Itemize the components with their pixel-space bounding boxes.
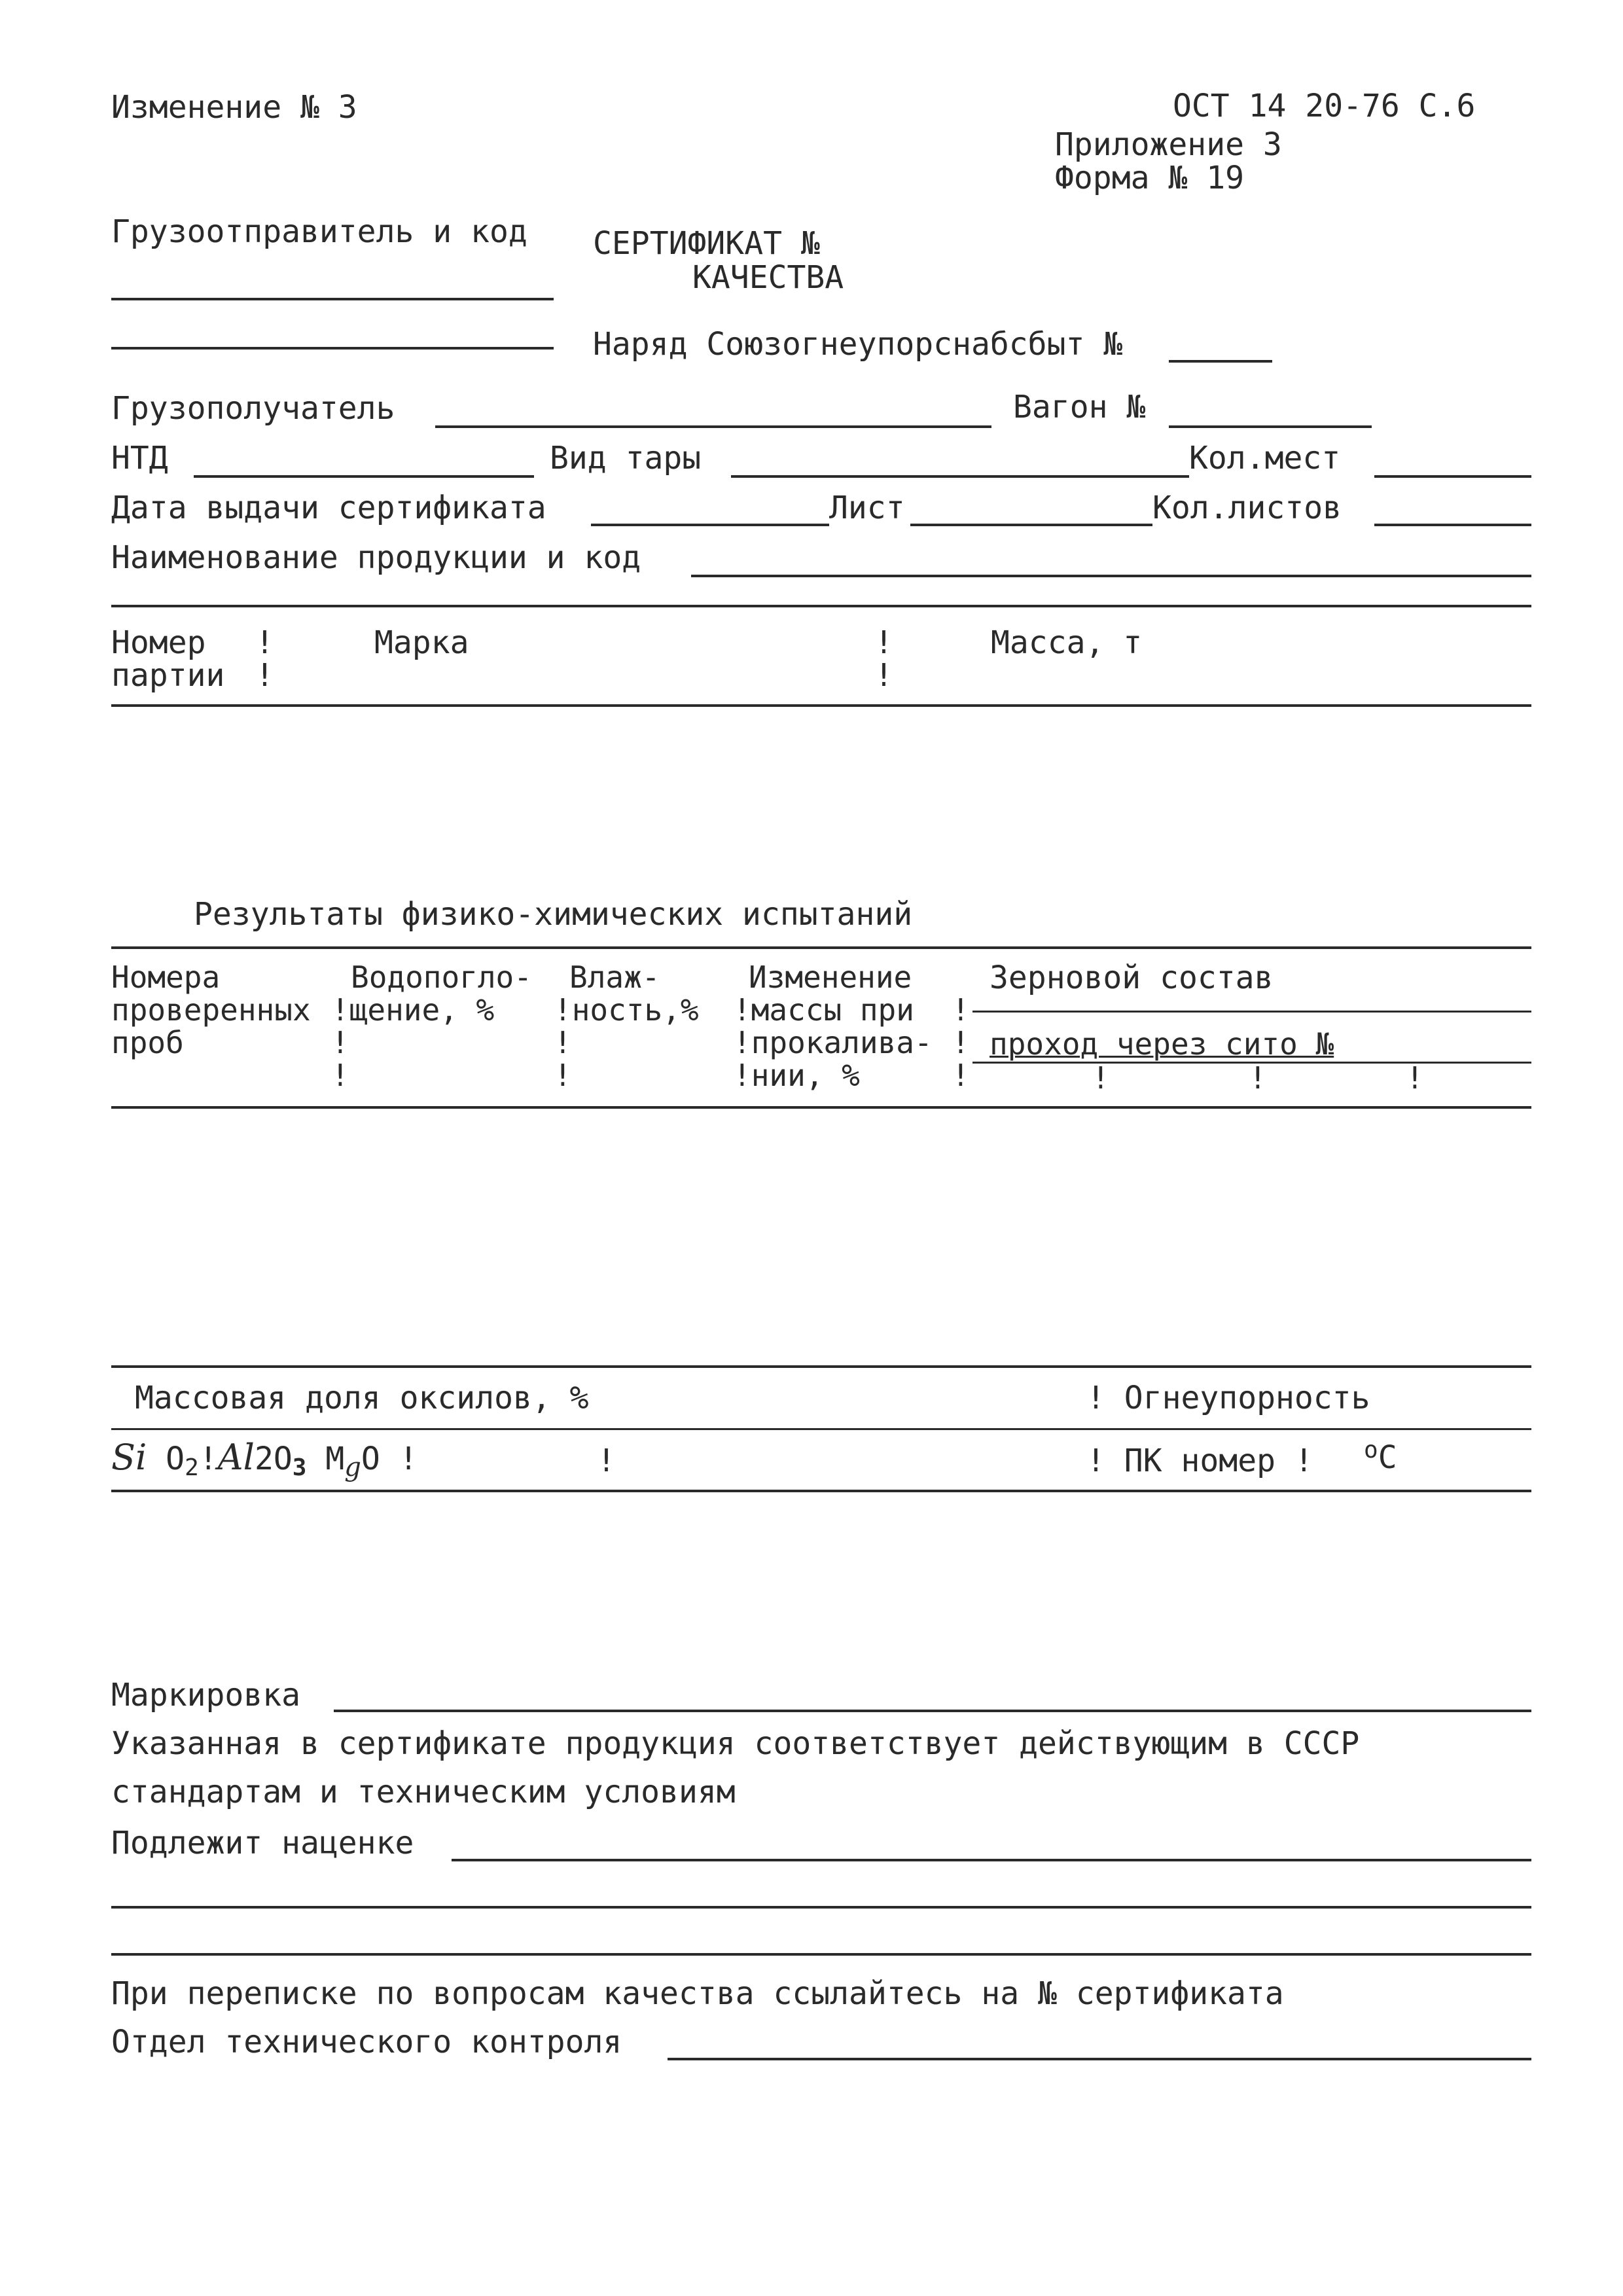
degree-sign: о bbox=[1364, 1437, 1378, 1463]
celsius-unit bbox=[1364, 1437, 1397, 1477]
moisture-col-line2: !ность,% bbox=[554, 992, 699, 1028]
absorption-col-line1: Водопогло- bbox=[351, 960, 532, 995]
mass-change-col-line3: !прокалива- bbox=[733, 1025, 933, 1060]
column-separator: ! bbox=[554, 1058, 572, 1093]
ntd-field[interactable] bbox=[194, 475, 534, 478]
certificate-title: СЕРТИФИКАТ № bbox=[593, 225, 820, 262]
tests-title: Результаты физико-химических испытаний bbox=[194, 896, 913, 933]
oxides-table-top-rule bbox=[111, 1365, 1531, 1368]
batch-col-line2: партии bbox=[111, 657, 225, 694]
column-separator: ! bbox=[952, 1058, 970, 1093]
issue-date-field[interactable] bbox=[591, 524, 829, 526]
sieve-col-header: проход через сито № bbox=[990, 1026, 1334, 1062]
form-number: Форма № 19 bbox=[1055, 160, 1244, 196]
appendix-label: Приложение 3 bbox=[1055, 126, 1282, 163]
batch-separator: ! bbox=[255, 657, 274, 694]
column-separator: ! bbox=[554, 1025, 572, 1060]
sieve-separator: ! bbox=[1249, 1060, 1267, 1096]
al2o3-rest: 2O bbox=[254, 1441, 293, 1477]
refractoriness-header: ! Огнеупорность bbox=[1086, 1380, 1370, 1416]
shipper-label: Грузоотправитель и код bbox=[111, 213, 527, 250]
column-separator: ! bbox=[331, 1025, 349, 1060]
markup-field[interactable] bbox=[452, 1859, 1531, 1861]
mgo-m: M bbox=[325, 1441, 345, 1477]
certificate-subtitle: КАЧЕСТВА bbox=[692, 259, 844, 296]
places-field[interactable] bbox=[1374, 475, 1531, 478]
marking-label: Маркировка bbox=[111, 1677, 300, 1713]
ntd-label: НТД bbox=[111, 440, 168, 476]
order-number-field[interactable] bbox=[1169, 360, 1272, 363]
correspondence-note: При переписке по вопросам качества ссылайтесь на № сертификата bbox=[111, 1975, 1284, 2012]
moisture-col-line1: Влаж- bbox=[569, 960, 660, 995]
sio2-subscript: 2 bbox=[185, 1454, 199, 1481]
sio2-o: O bbox=[166, 1441, 185, 1477]
absorption-col-line2: !щение, % bbox=[331, 992, 495, 1028]
samples-col-line2: проверенных bbox=[111, 992, 311, 1028]
compliance-line-1: Указанная в сертификате продукция соответствует действующим в СССР bbox=[111, 1725, 1360, 1762]
blank-field-line-2[interactable] bbox=[111, 1953, 1531, 1956]
sieve-separator: ! bbox=[1092, 1060, 1110, 1096]
shipper-field-line-2[interactable] bbox=[111, 347, 554, 350]
oxide-columns-row: Si $O_2!Al2O_3$ $M_gO$ ! bbox=[111, 1437, 418, 1482]
pk-label: ! ПК номер ! bbox=[1086, 1443, 1313, 1479]
column-separator: ! bbox=[952, 992, 970, 1028]
sieve-separator: ! bbox=[1406, 1060, 1424, 1096]
mass-change-col-line2: !массы при bbox=[733, 992, 914, 1028]
batch-table-bottom-rule bbox=[111, 704, 1531, 707]
grain-col-header: Зерновой состав bbox=[990, 960, 1274, 996]
package-field[interactable] bbox=[731, 475, 1189, 478]
batch-separator: ! bbox=[255, 624, 274, 661]
consignee-field[interactable] bbox=[435, 425, 991, 428]
sio2-handwritten: Si bbox=[111, 1437, 147, 1478]
wagon-label: Вагон № bbox=[1013, 389, 1146, 425]
standard-code: ОСТ 14 20-76 С.6 bbox=[1173, 88, 1476, 124]
oxide-separator: ! bbox=[597, 1443, 616, 1479]
product-label: Наименование продукции и код bbox=[111, 539, 641, 576]
grade-separator: ! bbox=[874, 657, 893, 694]
mass-change-col-line1: Изменение bbox=[749, 960, 912, 995]
marking-field[interactable] bbox=[334, 1710, 1531, 1712]
shipper-field-line-1[interactable] bbox=[111, 298, 554, 300]
issue-date-label: Дата выдачи сертификата bbox=[111, 490, 546, 526]
oxides-title: Массовая доля оксилов, % bbox=[135, 1380, 589, 1416]
otk-label: Отдел технического контроля bbox=[111, 2024, 622, 2060]
samples-col-line1: Номера bbox=[111, 960, 221, 995]
product-field[interactable] bbox=[691, 575, 1531, 577]
grade-col-header: Марка bbox=[374, 624, 469, 661]
grade-separator: ! bbox=[874, 624, 893, 661]
wagon-field[interactable] bbox=[1169, 425, 1372, 428]
mgo-handwritten-g: g bbox=[344, 1452, 361, 1482]
blank-field-line-1[interactable] bbox=[111, 1906, 1531, 1909]
grain-subheader-rule bbox=[972, 1011, 1531, 1013]
mass-col-header: Масса, т bbox=[991, 624, 1143, 661]
places-label: Кол.мест bbox=[1189, 440, 1341, 476]
celsius-letter: С bbox=[1378, 1439, 1397, 1477]
batch-table-top-rule bbox=[111, 605, 1531, 607]
tests-table-top-rule bbox=[111, 946, 1531, 949]
otk-signature-field[interactable] bbox=[668, 2058, 1531, 2060]
samples-col-line3: проб bbox=[111, 1025, 184, 1060]
sheets-count-label: Кол.листов bbox=[1152, 490, 1342, 526]
compliance-line-2: стандартам и техническим условиям bbox=[111, 1774, 736, 1810]
consignee-label: Грузополучатель bbox=[111, 390, 395, 427]
oxides-subheader-rule bbox=[111, 1428, 1531, 1430]
al2o3-handwritten: Al bbox=[217, 1437, 255, 1478]
change-number: Изменение № 3 bbox=[111, 89, 357, 126]
column-separator: ! bbox=[331, 1058, 349, 1093]
mass-change-col-line4: !нии, % bbox=[733, 1058, 860, 1093]
sheet-label: Лист bbox=[829, 490, 905, 526]
al2o3-subscript: 3 bbox=[292, 1454, 307, 1481]
column-separator: ! bbox=[952, 1025, 970, 1060]
oxides-table-bottom-rule bbox=[111, 1490, 1531, 1492]
sheet-field[interactable] bbox=[910, 524, 1152, 526]
package-label: Вид тары bbox=[550, 440, 702, 476]
order-label: Наряд Союзогнеупорснабсбыт № bbox=[593, 326, 1123, 363]
sheets-count-field[interactable] bbox=[1374, 524, 1531, 526]
tests-table-bottom-rule bbox=[111, 1106, 1531, 1109]
markup-label: Подлежит наценке bbox=[111, 1825, 414, 1861]
batch-col-line1: Номер bbox=[111, 624, 206, 661]
mgo-rest: O ! bbox=[361, 1441, 418, 1477]
